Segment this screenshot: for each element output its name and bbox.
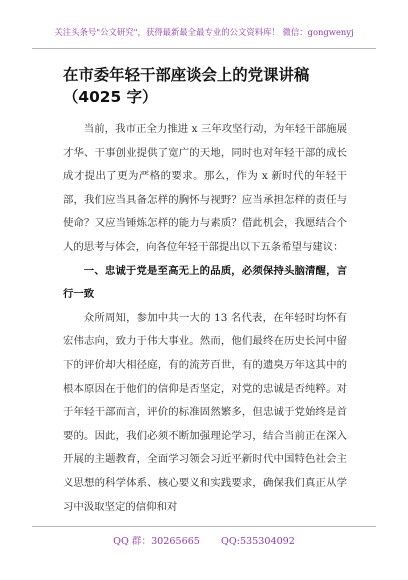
footer-divider (32, 526, 376, 527)
footer-qq-group: QQ 群：30265665 (113, 536, 200, 547)
title-line-main: 在市委年轻干部座谈会上的党课讲稿 (63, 66, 310, 84)
intro-paragraph: 当前，我市正全力推进 x 三年攻坚行动，为年轻干部施展才华、干事创业提供了宽广的天地，同时也对年轻干部的成长成才提出了更为严格的要求。那么，作为 x 新时代的年轻干部，我们应当具备怎样的胸怀与视野？应当承担怎样的责任与使命？又应当锤炼怎样的能力与素质？借此机会，我愿结合个人的思考与体会，向各位年轻干部提出以下五条希望与建议： (63, 123, 347, 253)
document-title (63, 64, 363, 108)
header-divider (32, 48, 376, 49)
section-heading-1: 一、忠诚于党是至高无上的品质，必须保持头脑清醒，言行一致 (63, 264, 347, 301)
title-line-wordcount: （4025 字） (63, 88, 158, 106)
footer-qq: QQ:535304092 (220, 536, 295, 547)
page-header-banner: 关注头条号"公文研究"，获得最新最全最专业的公文资料库！ 微信：gongwenyj (54, 27, 354, 37)
document-body (63, 118, 347, 519)
body-paragraph: 众所周知，参加中共一大的 13 名代表，在年轻时均怀有宏伟志向，致力于伟大事业。然而，他们最终在历史长河中留下的评价却大相径庭，有的流芳百世，有的遗臭万年这其中的根本原因在于他们的信仰是否坚定，对党的忠诚是否纯粹。对于年轻干部而言，评价的标准固然繁多，但忠诚于党始终是首要的。因此，我们必须不断加强理论学习，结合当前正在深入开展的主题教育，全面学习领会习近平新时代中国特色社会主义思想的科学体系、核心要义和实践要求，确保我们真正从学习中汲取坚定的信仰和对 (63, 311, 347, 513)
page-footer (32, 533, 376, 547)
